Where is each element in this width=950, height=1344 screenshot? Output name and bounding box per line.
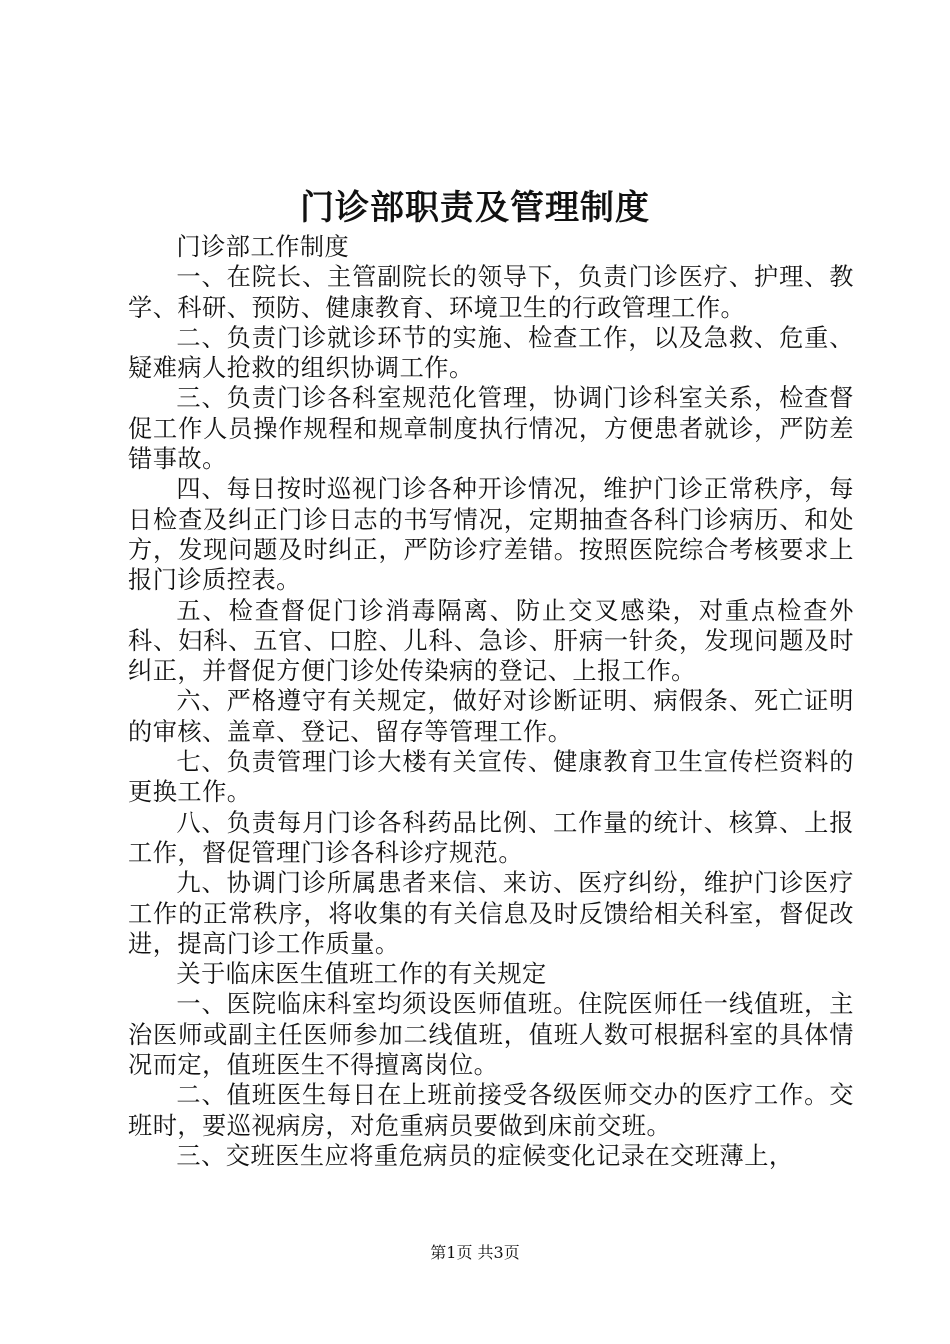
page-footer: 第1页 共3页 — [430, 1243, 520, 1262]
paragraph: 二、负责门诊就诊环节的实施、检查工作，以及急救、危重、疑难病人抢救的组织协调工作。 — [128, 323, 854, 383]
paragraph: 四、每日按时巡视门诊各种开诊情况，维护门诊正常秩序，每日检查及纠正门诊日志的书写情况，定期抽查各科门诊病历、和处方，发现问题及时纠正，严防诊疗差错。按照医院综合考核要求上报门诊质控表。 — [128, 475, 854, 595]
section-heading: 门诊部工作制度 — [176, 233, 350, 261]
section-heading: 关于临床医生值班工作的有关规定 — [176, 960, 547, 989]
paragraph: 二、值班医生每日在上班前接受各级医师交办的医疗工作。交班时，要巡视病房，对危重病员要做到床前交班。 — [128, 1081, 854, 1140]
document-title: 门诊部职责及管理制度 — [300, 188, 650, 228]
document-body — [128, 232, 854, 1171]
paragraph: 八、负责每月门诊各科药品比例、工作量的统计、核算、上报工作，督促管理门诊各科诊疗规范。 — [128, 808, 854, 867]
paragraph: 九、协调门诊所属患者来信、来访、医疗纠纷，维护门诊医疗工作的正常秩序，将收集的有关信息及时反馈给相关科室，督促改进，提高门诊工作质量。 — [128, 869, 854, 958]
paragraph: 一、在院长、主管副院长的领导下，负责门诊医疗、护理、教学、科研、预防、健康教育、环境卫生的行政管理工作。 — [128, 263, 854, 322]
paragraph: 七、负责管理门诊大楼有关宣传、健康教育卫生宣传栏资料的更换工作。 — [128, 748, 854, 807]
paragraph: 三、负责门诊各科室规范化管理，协调门诊科室关系，检查督促工作人员操作规程和规章制度执行情况，方便患者就诊，严防差错事故。 — [128, 384, 854, 474]
paragraph: 一、医院临床科室均须设医师值班。住院医师任一线值班，主治医师或副主任医师参加二线值班，值班人数可根据科室的具体情况而定，值班医生不得擅离岗位。 — [128, 990, 854, 1080]
paragraph: 五、检查督促门诊消毒隔离、防止交叉感染，对重点检查外科、妇科、五官、口腔、儿科、急诊、肝病一针灸，发现问题及时纠正，并督促方便门诊处传染病的登记、上报工作。 — [128, 596, 854, 686]
paragraph: 六、严格遵守有关规定，做好对诊断证明、病假条、死亡证明的审核、盖章、登记、留存等管理工作。 — [128, 687, 854, 746]
paragraph: 三、交班医生应将重危病员的症候变化记录在交班薄上， — [176, 1141, 794, 1170]
